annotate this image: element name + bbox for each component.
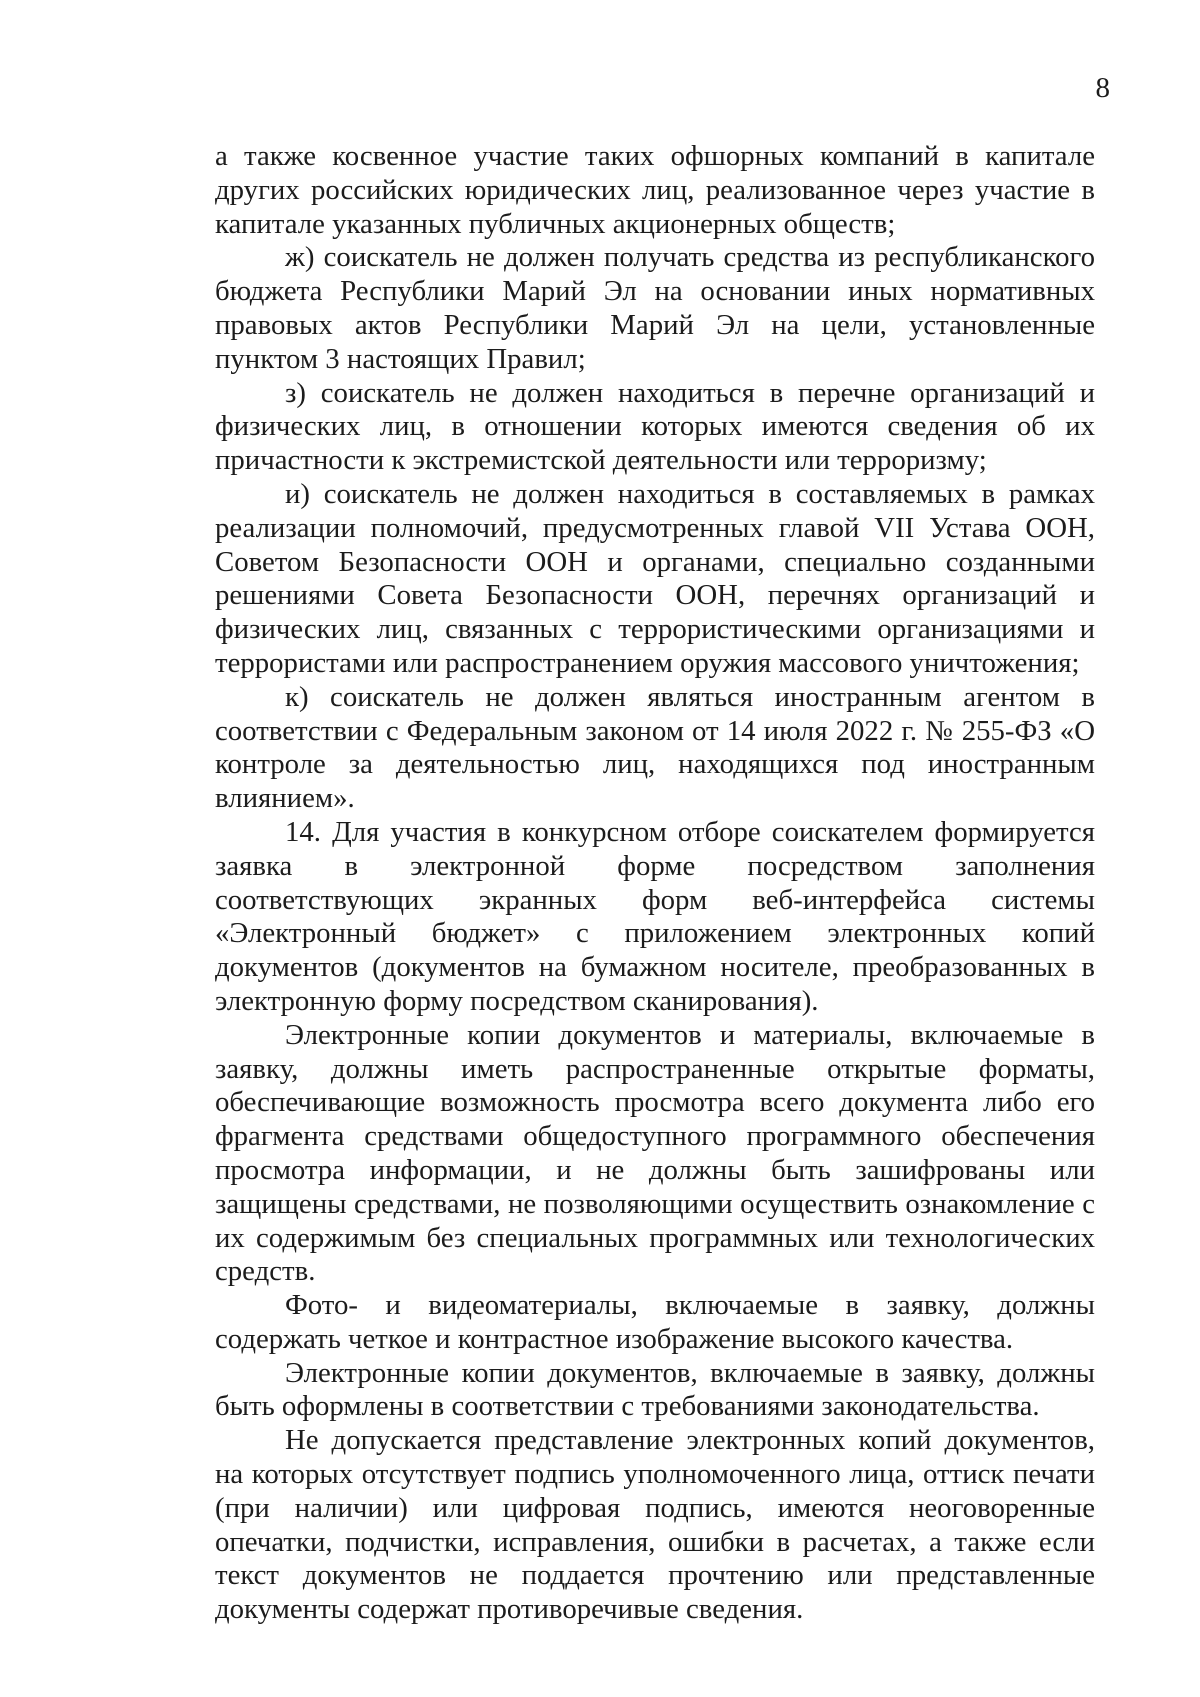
paragraph-electronic-copies-formats: Электронные копии документов и материалы, включаемые в заявку, должны иметь распространенные открытые форматы, обеспечивающие возможность просмотра всего документа либо его фрагмента средствами общедоступного программного обеспечения просмотра информации, и не должны быть зашифрованы или защищены средствами, не позволяющими осуществить ознакомление с их содержимым без специальных программных или технологических средств. (215, 1018, 1095, 1288)
paragraph-continuation: а также косвенное участие таких офшорных компаний в капитале других российских юридических лиц, реализованное через участие в капитале указанных публичных акционерных обществ; (215, 140, 1095, 240)
paragraph-legal-requirements: Электронные копии документов, включаемые в заявку, должны быть оформлены в соответствии с требованиями законодательства. (215, 1356, 1095, 1423)
paragraph-not-allowed: Не допускается представление электронных копий документов, на которых отсутствует подпись уполномоченного лица, оттиск печати (при наличии) или цифровая подпись, имеются неоговоренные опечатки, подчистки, исправления, ошибки в расчетах, а также если текст документов не поддается прочтению или представленные документы содержат противоречивые сведения. (215, 1424, 1095, 1626)
document-body (215, 140, 1095, 1627)
paragraph-item-k: к) соискатель не должен являться иностранным агентом в соответствии с Федеральным законом от 14 июля 2022 г. № 255-ФЗ «О контроле за деятельностью лиц, находящихся под иностранным влиянием». (215, 680, 1095, 815)
paragraph-item-z: з) соискатель не должен находиться в перечне организаций и физических лиц, в отношении которых имеются сведения об их причастности к экстремистской деятельности или терроризму; (215, 376, 1095, 477)
page-number: 8 (1095, 72, 1110, 104)
paragraph-item-i: и) соискатель не должен находиться в составляемых в рамках реализации полномочий, предусмотренных главой VII Устава ООН, Советом Безопасности ООН и органами, специально созданными решениями Совета Безопасности ООН, перечнях организаций и физических лиц, связанных с террористическими организациями и террористами или распространением оружия массового уничтожения; (215, 477, 1095, 679)
paragraph-clause-14: 14. Для участия в конкурсном отборе соискателем формируется заявка в электронной форме посредством заполнения соответствующих экранных форм веб-интерфейса системы «Электронный бюджет» с приложением электронных копий документов (документов на бумажном носителе, преобразованных в электронную форму посредством сканирования). (215, 815, 1095, 1017)
paragraph-item-zh: ж) соискатель не должен получать средства из республиканского бюджета Республики Марий Эл на основании иных нормативных правовых актов Республики Марий Эл на цели, установленные пунктом 3 настоящих Правил; (215, 241, 1095, 375)
paragraph-photo-video: Фото- и видеоматериалы, включаемые в заявку, должны содержать четкое и контрастное изображение высокого качества. (215, 1289, 1095, 1355)
